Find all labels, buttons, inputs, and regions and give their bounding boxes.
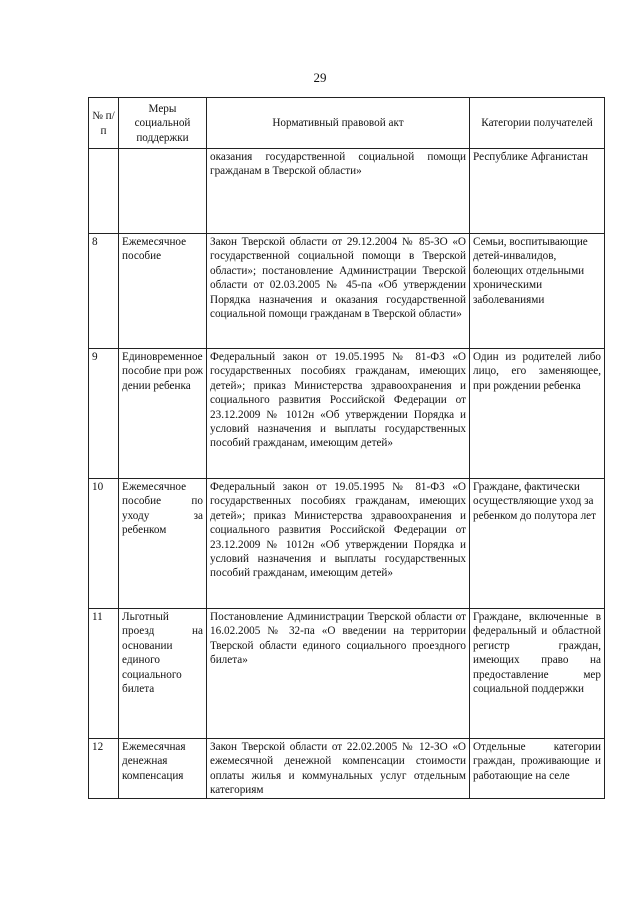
cell-measure: Льготный проезд на основании единого социального билета <box>119 609 207 739</box>
cell-recipients: Отдельные категории граждан, проживающие и работающие на селе <box>470 739 605 799</box>
cell-num: 10 <box>89 479 119 609</box>
cell-num: 12 <box>89 739 119 799</box>
cell-recipients: Республике Афганистан <box>470 149 605 234</box>
cell-num: 8 <box>89 234 119 349</box>
cell-num: 9 <box>89 349 119 479</box>
header-measures: Меры социальной поддержки <box>119 98 207 149</box>
cell-act: Федеральный закон от 19.05.1995 № 81-ФЗ «О государственных пособиях гражданам, имеющих детей»; приказ Министерства здравоохранения и социального развития Российской Федерации от 23.12.2009 № 1012н «Об утверждении Порядка и условий назначения и выплаты государственных пособий гражданам, имеющим детей» <box>207 479 470 609</box>
cell-measure: Ежемесячная денежная компенсация <box>119 739 207 799</box>
cell-num <box>89 149 119 234</box>
cell-recipients: Один из родителей либо лицо, его заменяющее, при рождении ребенка <box>470 349 605 479</box>
cell-act: Федеральный закон от 19.05.1995 № 81-ФЗ «О государственных пособиях гражданам, имеющих детей»; приказ Министерства здравоохранения и социального развития Российской Федерации от 23.12.2009 № 1012н «Об утверждении Порядка и условий назначения и выплаты государственных пособий гражданам, имеющим детей» <box>207 349 470 479</box>
table-row <box>89 234 605 349</box>
table-row <box>89 739 605 799</box>
cell-measure: Ежемесячное пособие <box>119 234 207 349</box>
page-number: 29 <box>313 70 327 85</box>
header-recipients: Категории получателей <box>470 98 605 149</box>
cell-act: Закон Тверской области от 29.12.2004 № 85-ЗО «О государственной социальной помощи в Тверской области»; постановление Администрации Тверской области от 02.03.2005 № 45-па «Об утверждении Порядка назначения и оказания государственной социальной помощи гражданам в Тверской области» <box>207 234 470 349</box>
cell-measure: Ежемесячное пособие по уходу за ребенком <box>119 479 207 609</box>
cell-recipients: Граждане, фактически осуществляющие уход за ребенком до полутора лет <box>470 479 605 609</box>
cell-measure <box>119 149 207 234</box>
header-num: № п/п <box>89 98 119 149</box>
cell-recipients: Граждане, включенные в федеральный и областной регистр граждан, имеющих право на предоставление мер социальной поддержки <box>470 609 605 739</box>
cell-act: оказания государственной социальной помощи гражданам в Тверской области» <box>207 149 470 234</box>
table-row <box>89 609 605 739</box>
table-header-row <box>89 98 605 149</box>
cell-measure: Единовременное пособие при рождении ребенка <box>119 349 207 479</box>
social-support-table <box>88 97 605 799</box>
cell-act: Закон Тверской области от 22.02.2005 № 12-ЗО «О ежемесячной денежной компенсации стоимости оплаты жилья и коммунальных услуг отдельным категориям <box>207 739 470 799</box>
cell-num: 11 <box>89 609 119 739</box>
cell-act: Постановление Администрации Тверской области от 16.02.2005 № 32-па «О введении на территории Тверской области единого социального проездного билета» <box>207 609 470 739</box>
table-row <box>89 479 605 609</box>
table-row-continuation <box>89 149 605 234</box>
table-row <box>89 349 605 479</box>
cell-recipients: Семьи, воспитывающие детей-инвалидов, болеющих отдельными хроническими заболеваниями <box>470 234 605 349</box>
header-act: Нормативный правовой акт <box>207 98 470 149</box>
